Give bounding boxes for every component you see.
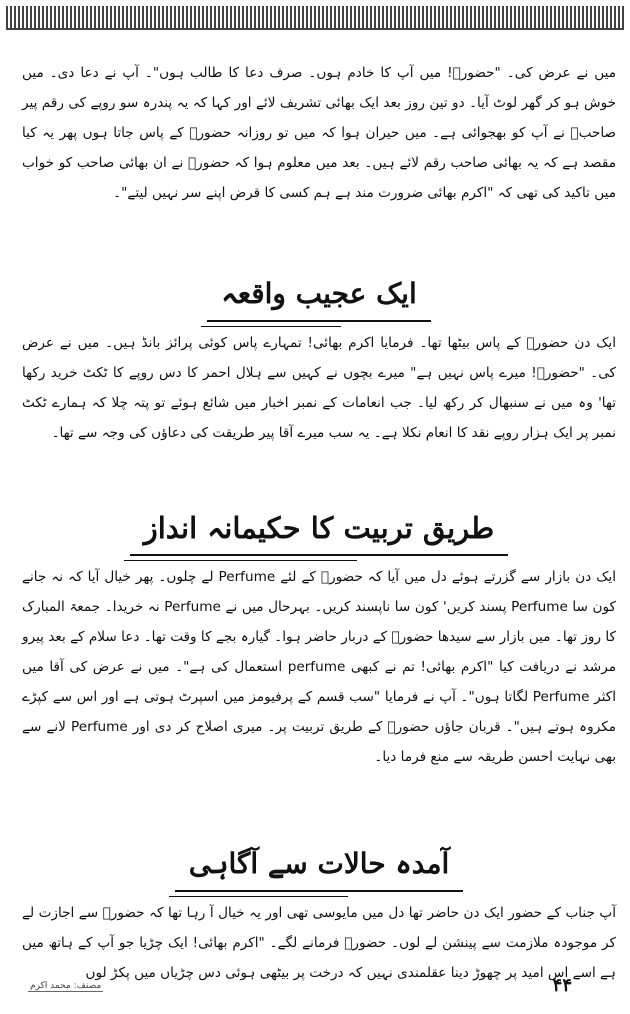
section-heading: آمدہ حالات سے آگاہی	[175, 842, 464, 892]
top-decorative-border	[6, 6, 624, 30]
paragraph: ایک دن بازار سے گزرتے ہوئے دل میں آیا کہ حضورؐ کے لئے Perfume لے چلوں۔ پھر خیال آیا کہ نہ جانے کون سا Perfume پسند کریں' کون سا ناپسند کریں۔ بہرحال میں نے Perfume نہ خریدا۔ جمعۃ المبارک کا روز تھا۔ میں بازار سے سیدھا حضورؐ کے دربار حاضر ہوا۔ گیارہ بجے کا وقت تھا۔ دعا سلام کے بعد پیرو مرشد نے دریافت کیا "اکرم بھائی! تم نے کبھی perfume استعمال کی ہے"۔ میں نے عرض کی آقا میں اکثر Perfume لگاتا ہوں"۔ آپ نے فرمایا "سب قسم کے پرفیومز میں اسپرٹ ہوتی ہے اور اس سے کپڑے مکروہ ہوتے ہیں"۔ قربان جاؤں حضورؐ کے طریق تربیت پر۔ میری اصلاح کر دی اور Perfume لانے سے بھی نہایت احسن طریقہ سے منع فرما دیا۔	[22, 569, 617, 765]
book-page	[22, 58, 616, 998]
section-heading-container	[22, 482, 616, 556]
publisher-mark: مصنف: محمد اکرم	[30, 981, 102, 991]
section-heading-container	[22, 248, 616, 322]
page-footer	[22, 966, 616, 998]
paragraph: ایک دن حضورؐ کے پاس بیٹھا تھا۔ فرمایا اکرم بھائی! تمہارے پاس کوئی پرائز بانڈ ہیں۔ میں نے عرض کی۔ "حضورؐ! میرے پاس نہیں ہے" میرے بچوں نے کہیں سے ہلال احمر کا دس روپے کا ٹکٹ خرید رکھا تھا' وہ میں نے سنبھال کر رکھ لیا۔ جب انعامات کے نمبر اخبار میں شائع ہوئے تو پتہ چلا کہ ہمارے ٹکٹ نمبر پر ایک ہزار روپے نقد کا انعام نکلا ہے۔ یہ سب میرے آقا پیر طریقت کی دعاؤں کی وجہ سے تھا۔	[22, 335, 616, 441]
paragraph: آپ جناب کے حضور ایک دن حاضر تھا دل میں مایوسی تھی اور یہ خیال آ رہا تھا کہ حضورؐ سے اجازت لے کر موجودہ ملازمت سے پینشن لے لوں۔ حضورؐ فرمانے لگے۔ "اکرم بھائی! ایک چڑیا جو آپ کے ہاتھ میں ہے اسے اس امید پر چھوڑ دینا عقلمندی نہیں کہ درخت پر بیٹھی ہوئی دس چڑیاں میں پکڑ لوں	[22, 905, 616, 981]
section-heading: ایک عجیب واقعہ	[207, 272, 430, 322]
section-heading: طریق تربیت کا حکیمانہ انداز	[130, 506, 509, 556]
paragraph: میں نے عرض کی۔ "حضورؐ! میں آپ کا خادم ہوں۔ صرف دعا کا طالب ہوں"۔ آپ نے دعا دی۔ میں خوش ہو کر گھر لوٹ آیا۔ دو تین روز بعد ایک بھائی تشریف لائے اور کہا کہ یہ پندرہ سو روپے کی رقم پیر صاحبؒ نے آپ کو بھجوائی ہے۔ میں حیران ہوا کہ میں تو روزانہ حضورؐ کے پاس جاتا ہوں پھر یہ کیا مقصد ہے کہ یہ بھائی صاحب رقم لائے ہیں۔ بعد میں معلوم ہوا کہ حضورؐ نے ان بھائی صاحب کو خواب میں تاکید کی تھی کہ "اکرم بھائی ضرورت مند ہے ہم کسی کا قرض اپنے سر نہیں لیتے"۔	[22, 65, 616, 201]
section-heading-container	[22, 818, 616, 892]
page-number: ۴۴	[552, 975, 572, 996]
